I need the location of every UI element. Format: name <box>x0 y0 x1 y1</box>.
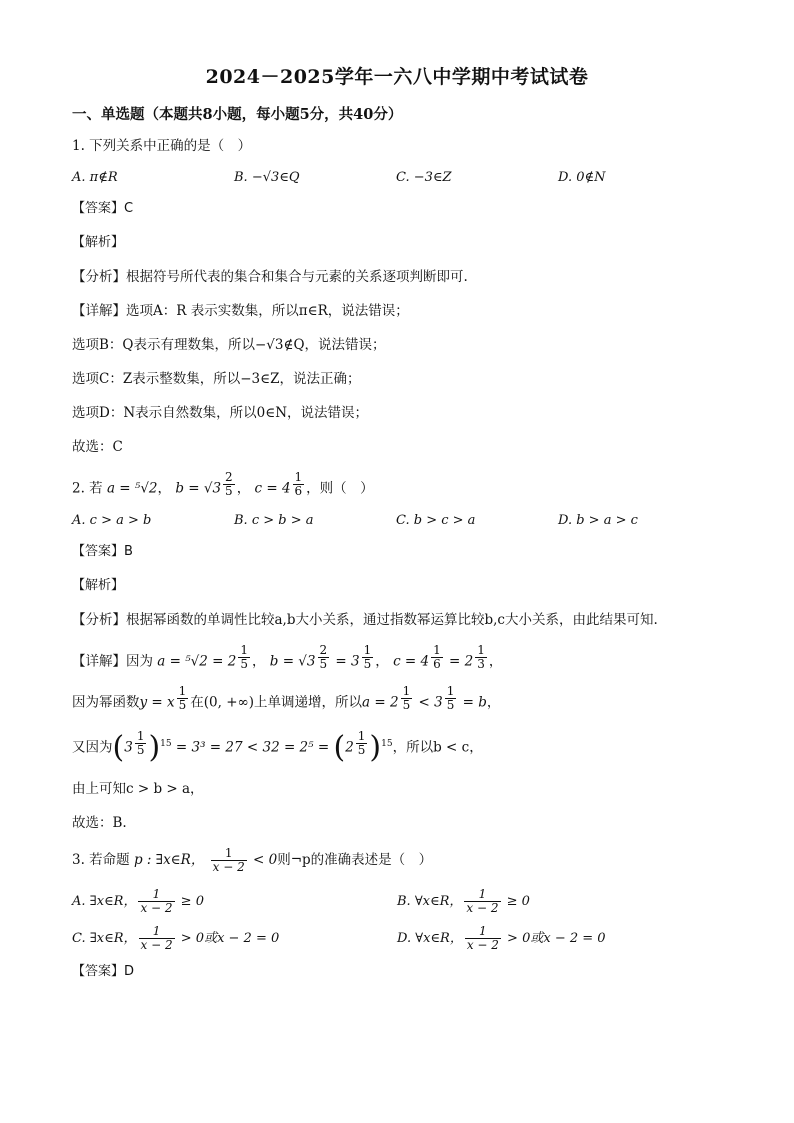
q2-option-d: D. b > a > c <box>558 512 638 528</box>
q2-options <box>72 513 722 528</box>
q1-options <box>72 170 722 185</box>
q2-detail-4: 由上可知c > b > a， <box>72 780 204 797</box>
q2-jiexi: 【解析】 <box>72 577 125 593</box>
q1-option-b: B. −√3∈Q <box>234 170 300 185</box>
q3-option-b: B. ∀x∈R， $\frac{1}{x - 2}$ ≥ 0 <box>397 886 530 915</box>
q2-detail-3: 又因为(3 $^{\frac{1}{5}}$ )$^{15}$ = 3³ = 27 < 32 = 2⁵ = (2 $^{\frac{1}{5}}$ )$^{15}$，所以b < c， <box>72 728 483 765</box>
q2-detail-1: 【详解】因为 a = ⁵√2 = 2 $^{\frac{1}{5}}$ ， b = √3 $^{\frac{2}{5}}$ = 3 $^{\frac{1}{5}}$ ， c = 4 $^{\frac{1}{6}}$ = 2 $^{\frac{1}{3}}$ ， <box>72 642 503 671</box>
q2-stem: 2. 若 a = ⁵√2， b = √3 $^{\frac{2}{5}}$ ， c = 4 $^{\frac{1}{6}}$ ，则（ ） <box>72 470 374 498</box>
q2-b-expr: b = √3 <box>175 480 222 497</box>
q1-option-d: D. 0∉N <box>558 170 606 185</box>
q3-answer: 【答案】D <box>72 963 135 979</box>
q3-option-d: D. ∀x∈R， $\frac{1}{x - 2}$ > 0或x − 2 = 0 <box>397 923 606 952</box>
q1-answer: 【答案】C <box>72 201 134 216</box>
page-title: 2024－2025学年一六八中学期中考试试卷 <box>205 66 589 88</box>
q1-fenxi: 【分析】根据符号所代表的集合和集合与元素的关系逐项判断即可. <box>72 269 468 285</box>
q2-detail-2: 因为幂函数y = x $^{\frac{1}{5}}$ 在(0, +∞)上单调递增，所以a = 2 $^{\frac{1}{5}}$ < 3 $^{\frac{1}{5}}$ = b， <box>72 684 501 712</box>
q1-detail-line: 选项C：Z表示整数集，所以−3∈Z，说法正确； <box>72 371 361 387</box>
q1-detail-line: 故选：C <box>72 439 123 455</box>
section-heading: 一、单选题（本题共8小题，每小题5分，共40分） <box>72 106 403 123</box>
q3-options-row2 <box>72 925 722 952</box>
q2-option-a: A. c > a > b <box>72 512 152 528</box>
q2-answer: 【答案】B <box>72 543 133 559</box>
q3-stem: 3. 若命题 p : ∃x∈R， $\frac{1}{x - 2}$ < 0则¬p的准确表述是（ ） <box>72 845 433 874</box>
q1-detail-line: 选项B：Q表示有理数集，所以−√3∉Q，说法错误； <box>72 337 386 353</box>
q3-option-c: C. ∃x∈R， $\frac{1}{x - 2}$ > 0或x − 2 = 0 <box>72 923 280 952</box>
q2-fenxi: 【分析】根据幂函数的单调性比较a,b大小关系，通过指数幂运算比较b,c大小关系，由此结果可知. <box>72 611 658 628</box>
q2-option-b: B. c > b > a <box>234 512 314 528</box>
q1-detail-line: 选项D：N表示自然数集，所以0∈N，说法错误； <box>72 405 369 421</box>
q2-option-c: C. b > c > a <box>396 512 476 528</box>
exam-page <box>72 62 722 996</box>
q2-a-expr: a = ⁵√2 <box>106 480 158 497</box>
q1-option-c: C. −3∈Z <box>396 170 452 185</box>
q2-detail-5: 故选：B. <box>72 814 127 831</box>
q3-options-row1 <box>72 888 722 915</box>
q2-c-expr: c = 4 <box>254 480 291 497</box>
q1-stem: 1. 下列关系中正确的是（ ） <box>72 138 252 154</box>
q1-option-a: A. π∉R <box>72 170 118 185</box>
q3-option-a: A. ∃x∈R， $\frac{1}{x - 2}$ ≥ 0 <box>72 886 204 915</box>
q1-detail-line: 【详解】选项A：R 表示实数集，所以π∈R，说法错误； <box>72 303 409 319</box>
q1-jiexi: 【解析】 <box>72 235 125 250</box>
